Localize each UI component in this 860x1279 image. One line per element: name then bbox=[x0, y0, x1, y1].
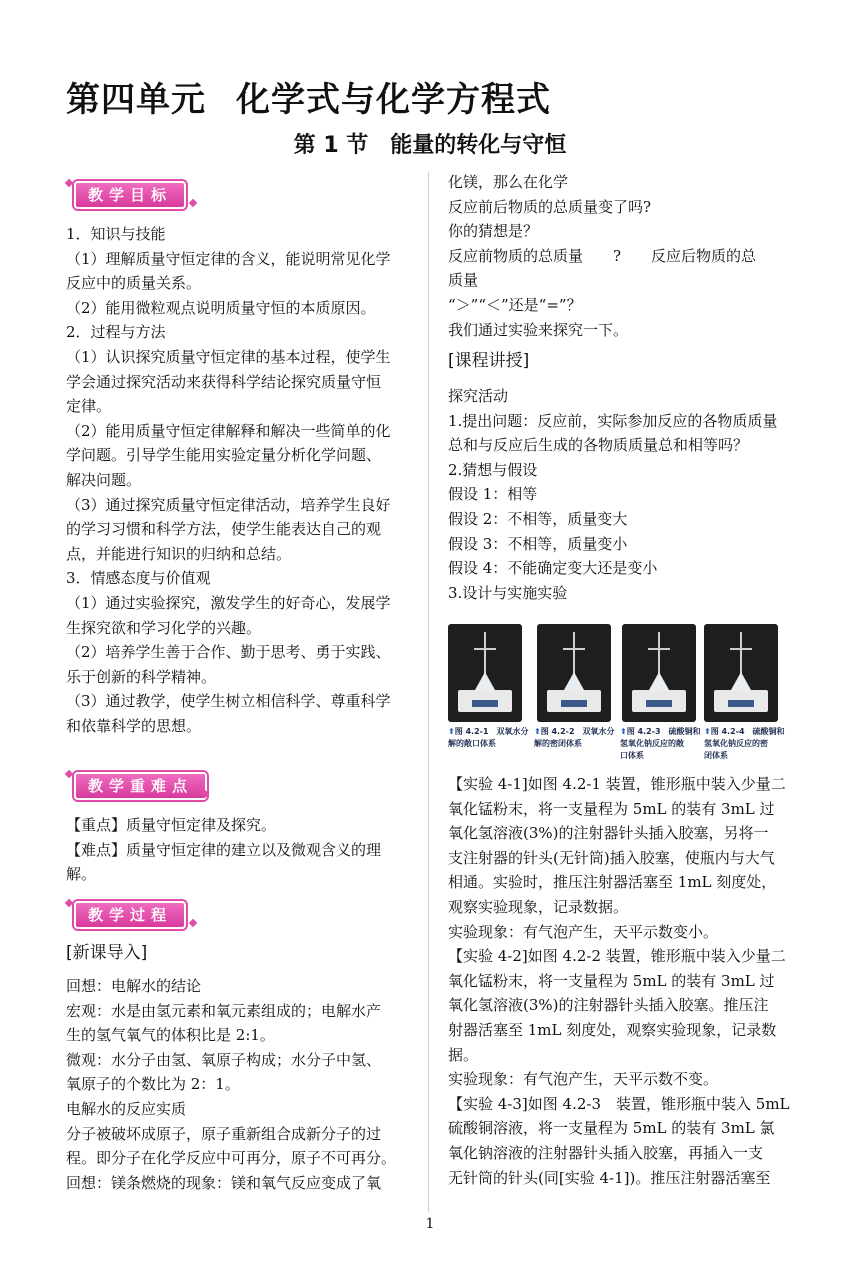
right-top-text bbox=[448, 170, 800, 342]
text-line: 观察实验现象，记录数据。 bbox=[448, 897, 629, 916]
text-line: （2）能用质量守恒定律解释和解决一些简单的化 bbox=[66, 421, 391, 440]
text-line: 无针筒的针头(同[实验 4-1])。推压注射器活塞至 bbox=[448, 1168, 771, 1187]
text-line: （3）通过教学，使学生树立相信科学、尊重科学 bbox=[66, 692, 391, 711]
figure-caption: ⬆图 4.2-2 双氧水分 解的密闭体系 bbox=[534, 727, 615, 748]
text-line: 氧化锰粉末，将一支量程为 5mL 的装有 3mL 过 bbox=[448, 971, 775, 990]
lecture-text bbox=[448, 384, 800, 605]
text-line: 你的猜想是？ bbox=[448, 222, 539, 241]
text-line: 生的氢气氧气的体积比是 2:1。 bbox=[66, 1026, 275, 1045]
section-title: 第 1 节 能量的转化与守恒 bbox=[293, 133, 567, 158]
text-line: 回想：镁条燃烧的现象：镁和氧气反应变成了氧 bbox=[66, 1173, 382, 1192]
text-line: 总和与反应后生成的各物质质量总和相等吗？ bbox=[448, 436, 749, 455]
text-line: （2）培养学生善于合作、勤于思考、勇于实践、 bbox=[66, 643, 391, 662]
text-line: 探究活动 bbox=[448, 387, 509, 405]
text-line: 【难点】质量守恒定律的建立以及微观含义的理 bbox=[66, 840, 382, 859]
text-line: 质量 bbox=[448, 271, 479, 290]
text-line: 和依靠科学的思想。 bbox=[66, 716, 202, 735]
figure-caption: ⬆图 4.2-4 硫酸铜和 氢氧化钠反应的密 闭体系 bbox=[704, 727, 785, 760]
text-line: 反应前物质的总质量 ? 反应后物质的总 bbox=[448, 246, 757, 265]
page-number: 1 bbox=[425, 1216, 435, 1232]
text-line: 我们通过实验来探究一下。 bbox=[448, 320, 629, 339]
text-line: 分子被破坏成原子，原子重新组合成新分子的过 bbox=[66, 1124, 382, 1143]
intro-text bbox=[66, 974, 416, 1195]
figure-photo bbox=[704, 624, 778, 722]
unit-title-part1: 第四单元 bbox=[66, 80, 206, 120]
experiment-text bbox=[448, 772, 800, 1190]
text-line: 射器活塞至 1mL 刻度处，观察实验现象，记录数 bbox=[448, 1020, 777, 1039]
figure-caption: ⬆图 4.2-1 双氧水分 解的敞口体系 bbox=[448, 727, 529, 748]
badge-key-points-label: 教学重难点 bbox=[74, 772, 207, 800]
figure-photo bbox=[622, 624, 696, 722]
column-divider bbox=[428, 172, 429, 1212]
text-line: “＞”“＜”还是“=”？ bbox=[448, 295, 582, 314]
figure-photo bbox=[537, 624, 611, 722]
text-line: （1）通过实验探究，激发学生的好奇心，发展学 bbox=[66, 593, 391, 612]
text-line: 假设 2：不相等，质量变大 bbox=[448, 509, 628, 528]
text-line: 氧化锰粉末，将一支量程为 5mL 的装有 3mL 过 bbox=[448, 799, 775, 818]
text-line: 氧原子的个数比为 2：1。 bbox=[66, 1075, 240, 1094]
text-line: 1.提出问题：反应前，实际参加反应的各物质质量 bbox=[448, 411, 778, 430]
text-line: 2.猜想与假设 bbox=[448, 460, 538, 479]
lecture-heading: [课程讲授] bbox=[448, 351, 530, 371]
text-line: 【实验 4-3]如图 4.2-3 装置，锥形瓶中装入 5mL bbox=[448, 1094, 790, 1113]
text-line: 回想：电解水的结论 bbox=[66, 977, 202, 995]
text-line: 【实验 4-2]如图 4.2-2 装置，锥形瓶中装入少量二 bbox=[448, 947, 786, 966]
badge-diamond-icon bbox=[65, 899, 73, 907]
text-line: 2．过程与方法 bbox=[66, 323, 166, 342]
arrow-up-icon: ⬆ bbox=[704, 727, 711, 736]
text-line: 学会通过探究活动来获得科学结论探究质量守恒 bbox=[66, 372, 382, 391]
text-line: 乐于创新的科学精神。 bbox=[66, 667, 217, 686]
text-line: 电解水的反应实质 bbox=[66, 1099, 187, 1118]
unit-title bbox=[66, 72, 551, 121]
text-line: 支注射器的针头(无针筒)插入胶塞，使瓶内与大气 bbox=[448, 848, 775, 867]
text-line: 假设 1：相等 bbox=[448, 485, 538, 504]
text-line: 反应前后物质的总质量变了吗? bbox=[448, 197, 652, 216]
text-line: （3）通过探究质量守恒定律活动，培养学生良好 bbox=[66, 495, 391, 514]
text-line: 3．情感态度与价值观 bbox=[66, 569, 211, 588]
text-line: 点，并能进行知识的归纳和总结。 bbox=[66, 544, 292, 563]
badge-key-points bbox=[66, 769, 206, 801]
figure-caption: ⬆图 4.2-3 硫酸铜和 氢氧化钠反应的敞 口体系 bbox=[620, 727, 701, 760]
text-line: 微观：水分子由氢、氧原子构成；水分子中氢、 bbox=[66, 1050, 382, 1069]
text-line: 假设 4：不能确定变大还是变小 bbox=[448, 559, 658, 578]
text-line: （1）认识探究质量守恒定律的基本过程，使学生 bbox=[66, 347, 391, 366]
text-line: 实验现象：有气泡产生，天平示数不变。 bbox=[448, 1070, 719, 1089]
text-line: 相通。实验时，推压注射器活塞至 1mL 刻度处， bbox=[448, 873, 777, 892]
text-line: 假设 3：不相等，质量变小 bbox=[448, 534, 628, 553]
text-line: （1）理解质量守恒定律的含义，能说明常见化学 bbox=[66, 249, 391, 268]
badge-process-label: 教学过程 bbox=[74, 901, 186, 929]
text-line: 据。 bbox=[448, 1045, 479, 1064]
arrow-up-icon: ⬆ bbox=[448, 727, 455, 736]
text-line: 学问题。引导学生能用实验定量分析化学问题、 bbox=[66, 446, 382, 465]
badge-diamond-icon bbox=[65, 179, 73, 187]
arrow-up-icon: ⬆ bbox=[534, 727, 541, 736]
text-line: 化镁，那么在化学 bbox=[448, 173, 569, 191]
text-line: 硫酸铜溶液，将一支量程为 5mL 的装有 3mL 氯 bbox=[448, 1119, 775, 1138]
badge-process bbox=[66, 898, 196, 930]
text-line: 氧化钠溶液的注射器针头插入胶塞，再插入一支 bbox=[448, 1143, 764, 1162]
text-line: 【重点】质量守恒定律及探究。 bbox=[66, 816, 277, 834]
text-line: 反应中的质量关系。 bbox=[66, 274, 202, 293]
text-line: 实验现象：有气泡产生，天平示数变小。 bbox=[448, 922, 719, 941]
text-line: 解决问题。 bbox=[66, 470, 142, 489]
figure-photo bbox=[448, 624, 522, 722]
text-line: 的学习习惯和科学方法，使学生能表达自己的观 bbox=[66, 520, 382, 539]
intro-heading: [新课导入] bbox=[66, 943, 148, 963]
text-line: 氧化氢溶液(3%)的注射器针头插入胶塞。推压注 bbox=[448, 996, 769, 1015]
key-points-text bbox=[66, 813, 416, 887]
text-line: 1．知识与技能 bbox=[66, 225, 166, 243]
text-line: （2）能用微粒观点说明质量守恒的本质原因。 bbox=[66, 298, 376, 317]
badge-diamond-icon bbox=[189, 919, 197, 927]
objectives-text bbox=[66, 222, 416, 738]
text-line: 程。即分子在化学反应中可再分，原子不可再分。 bbox=[66, 1149, 397, 1168]
unit-title-part2: 化学式与化学方程式 bbox=[236, 80, 551, 120]
text-line: 3.设计与实施实验 bbox=[448, 583, 568, 602]
text-line: 宏观：水是由氢元素和氧元素组成的；电解水产 bbox=[66, 1001, 382, 1020]
text-line: 【实验 4-1]如图 4.2-1 装置，锥形瓶中装入少量二 bbox=[448, 775, 786, 793]
text-line: 氧化氢溶液(3%)的注射器针头插入胶塞，另将一 bbox=[448, 824, 769, 843]
badge-diamond-icon bbox=[65, 770, 73, 778]
badge-objectives-label: 教学目标 bbox=[74, 181, 186, 209]
experiment-figures bbox=[448, 624, 788, 764]
text-line: 定律。 bbox=[66, 397, 112, 416]
text-line: 生探究欲和学习化学的兴趣。 bbox=[66, 618, 262, 637]
arrow-up-icon: ⬆ bbox=[620, 727, 627, 736]
text-line: 解。 bbox=[66, 865, 97, 884]
badge-objectives bbox=[66, 178, 196, 210]
badge-diamond-icon bbox=[189, 199, 197, 207]
